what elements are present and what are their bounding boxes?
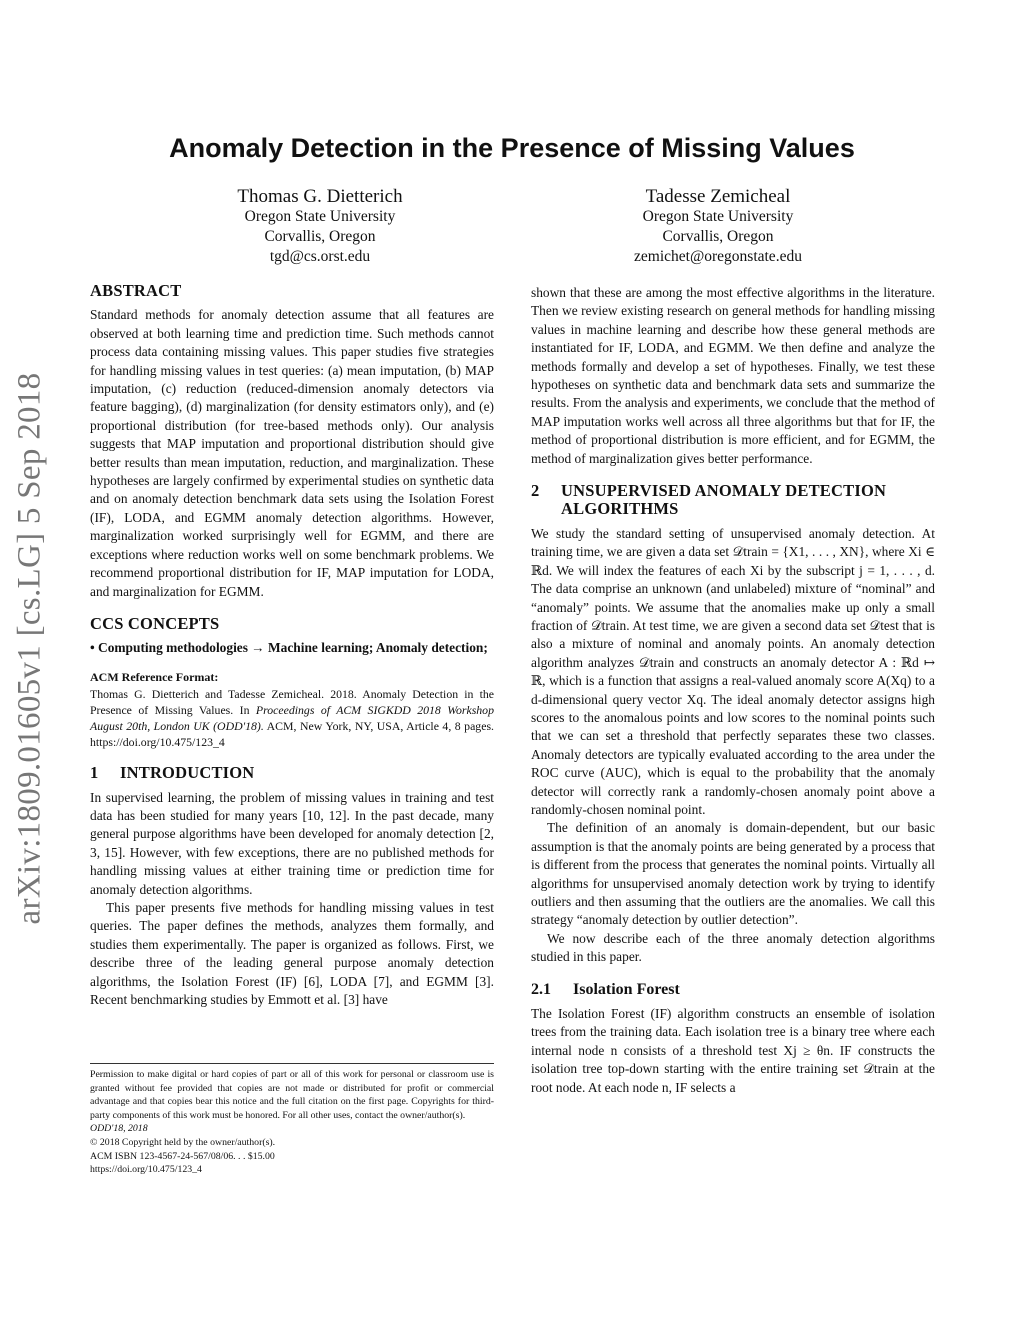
- author-block-2: [548, 186, 888, 267]
- paper-title: Anomaly Detection in the Presence of Missing Values: [169, 133, 855, 163]
- ccs-concepts: • Computing methodologies → Machine learning; Anomaly detection;: [90, 640, 488, 656]
- acm-reference-text: Thomas G. Dietterich and Tadesse Zemicheal. 2018. Anomaly Detection in the Presence of Missing Values. In Proceedings of ACM SIGKDD 2018 Workshop August 20th, London UK (ODD'18). ACM, New York, NY, USA, Article 4, 8 pages. https://doi.org/10.475/123_4: [90, 687, 494, 750]
- footnote-isbn: ACM ISBN 123-4567-24-567/08/06. . . $15.00: [90, 1150, 275, 1162]
- acm-reference-heading: ACM Reference Format:: [90, 669, 219, 684]
- abstract-heading: ABSTRACT: [90, 281, 182, 300]
- footnote-rule: [90, 1063, 494, 1064]
- author-affiliation: Oregon State University: [642, 208, 794, 225]
- paragraph: The definition of an anomaly is domain-dependent, but our basic assumption is that the anomaly points are being generated by a process that is different from the process that generates the nominal points. Virtually all algorithms for unsupervised anomaly detection work by trying to identify outliers and then assuming that the outliers are the anomalies. We call this strategy “anomaly detection by outlier detection”.: [531, 820, 935, 928]
- author-name: Tadesse Zemicheal: [645, 186, 791, 207]
- left-column: [90, 282, 494, 1009]
- paragraph: The Isolation Forest (IF) algorithm constructs an ensemble of isolation trees from the training data. Each isolation tree is a binary tree where each internal node n consists of a threshold test Xj ≥ θn. IF constructs the isolation tree top-down starting with the entire training set 𝒟train at the root node. At each node n, IF selects a: [531, 1006, 935, 1095]
- author-name: Thomas G. Dietterich: [237, 186, 403, 207]
- ccs-heading: CCS CONCEPTS: [90, 613, 220, 633]
- footnote-venue: ODD'18, 2018: [90, 1123, 148, 1135]
- footnote-doi: https://doi.org/10.475/123_4: [90, 1164, 202, 1176]
- paragraph: We study the standard setting of unsupervised anomaly detection. At training time, we are given a data set 𝒟train = {X1, . . . , XN}, where Xi ∈ ℝd. We will index the features of each Xi by the subscript j = 1, . . . , d. The data comprise an unknown (and unlabeled) mixture of “nominal” and “anomaly” points. We assume that the anomalies make up only a small fraction of 𝒟train. At test time, we are given a second data set 𝒟test that is also a mixture of nominal and anomaly points. An anomaly detection algorithm analyzes 𝒟train and constructs an anomaly detector A : ℝd ↦ ℝ, which is a function that assigns a real-valued anomaly score A(Xq) to a d-dimensional query vector Xq. The ideal anomaly detector assigns high scores to the anomalous points and low scores to the nominal points such that we can set a threshold that perfectly separates these two classes. Anomaly detectors are typically evaluated according to the area under the ROC curve (AUC), which is equal to the probability that the anomaly detector will correctly rank a randomly-chosen anomaly point above a randomly-chosen nominal point.: [531, 525, 935, 817]
- permission-footnote: [90, 1063, 494, 1177]
- author-affiliation: Oregon State University: [244, 208, 396, 225]
- arxiv-identifier: arXiv:1809.01605v1 [cs.LG] 5 Sep 2018: [11, 372, 48, 925]
- acm-reference-venue: Proceedings of ACM SIGKDD 2018 Workshop August 20th, London UK (ODD'18).: [90, 703, 494, 734]
- right-column: [531, 284, 935, 1097]
- footnote-permission: Permission to make digital or hard copies of part or all of this work for personal or classroom use is granted without fee provided that copies are not made or distributed for profit or commercial advantage and that copies bear this notice and the full citation on the first page. Copyrights for third-party components of this work must be honored. For all other uses, contact the owner/author(s).: [90, 1069, 494, 1121]
- footnote-copyright: © 2018 Copyright held by the owner/author(s).: [90, 1136, 276, 1148]
- author-email: zemichet@oregonstate.edu: [634, 248, 802, 265]
- paragraph: shown that these are among the most effective algorithms in the literature. Then we review existing research on general methods for handling missing values in machine learning and describe how these general methods are instantiated for IF, LODA, and EGMM. We then define and analyze the methods formally and develop a set of hypotheses. Finally, we test these hypotheses on synthetic data and benchmark data sets and summarize the results. From the analysis and experiments, we conclude that the method of MAP imputation works well across all three algorithms but that for IF, the method of proportional distribution is more efficient, and for EGMM, the method of marginalization gives better performance.: [531, 285, 935, 466]
- author-block-1: [150, 186, 490, 267]
- abstract-text: Standard methods for anomaly detection assume that all features are observed at both learning time and prediction time. Such methods cannot process data containing missing values. This paper studies five strategies for handling missing values in test queries: (a) mean imputation, (b) MAP imputation, (c) reduction (reduced-dimension anomaly detectors via feature bagging), (d) marginalization (for density estimators only), and (e) proportional distribution (for tree-based methods only). Our analysis suggests that MAP imputation and proportional distribution should give better results than mean imputation, reduction, and marginalization. These hypotheses are largely confirmed by experimental studies on synthetic data and on anomaly detection benchmark data sets using the Isolation Forest (IF), LODA, and EGMM anomaly detection algorithms. However, marginalization worked surprisingly well for EGMM, and there are exceptions where reduction works well on some benchmark problems. We recommend proportional distribution for IF, MAP imputation for LODA, and marginalization for EGMM.: [90, 307, 494, 599]
- section-heading-algorithms: 2 UNSUPERVISED ANOMALY DETECTION ALGORITHMS: [531, 481, 887, 519]
- author-location: Corvallis, Oregon: [662, 228, 774, 245]
- section-heading-introduction: 1 INTRODUCTION: [90, 763, 255, 783]
- author-email: tgd@cs.orst.edu: [269, 248, 371, 265]
- paragraph: This paper presents five methods for handling missing values in test queries. The paper defines the methods, analyzes them formally, and studies them experimentally. The paper is organized as follows. First, we describe three of the leading general purpose anomaly detection algorithms, the Isolation Forest (IF) [6], LODA [7], and EGMM [3]. Recent benchmarking studies by Emmott et al. [3] have: [90, 899, 494, 1007]
- paragraph: We now describe each of the three anomaly detection algorithms studied in this paper.: [531, 930, 935, 965]
- paragraph: In supervised learning, the problem of missing values in training and test data has been studied for many years [10, 12]. In the past decade, many general purpose algorithms have been developed for anomaly detection [2, 3, 15]. However, with few exceptions, there are no published methods for handling missing values at either training time or prediction time for anomaly detection algorithms.: [90, 789, 494, 897]
- subsection-heading-isolation-forest: 2.1 Isolation Forest: [531, 980, 680, 998]
- author-location: Corvallis, Oregon: [264, 228, 376, 245]
